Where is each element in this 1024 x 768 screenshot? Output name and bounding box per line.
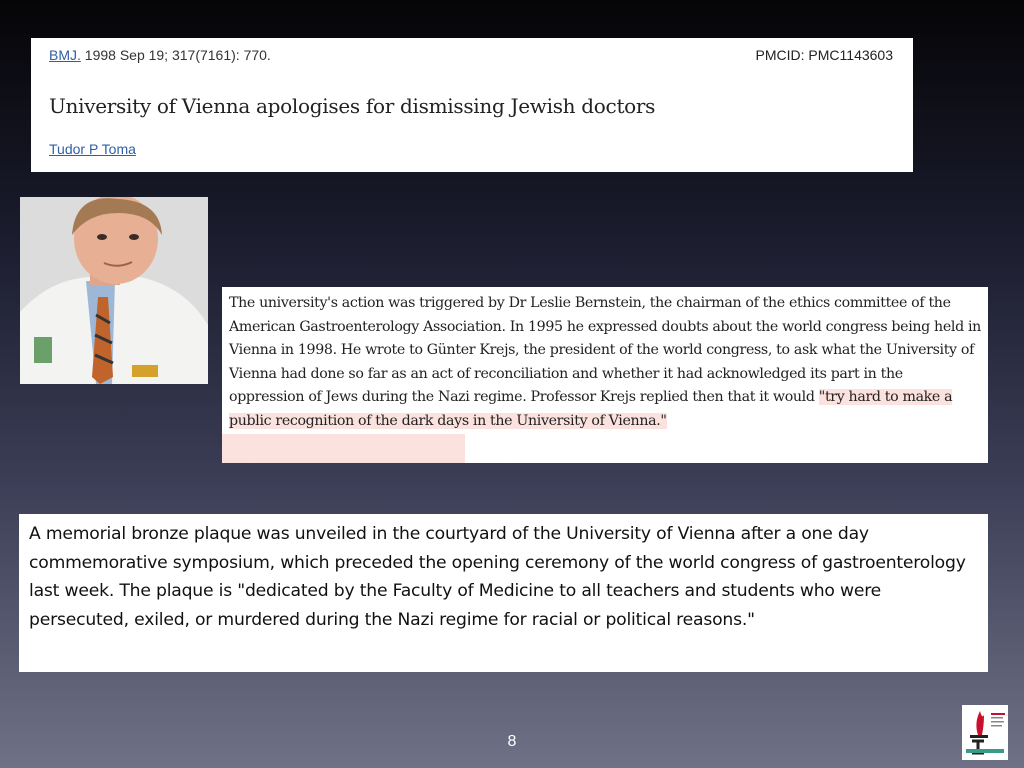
author-link[interactable]: Tudor P Toma <box>49 141 136 157</box>
journal-link[interactable]: BMJ. <box>49 47 81 63</box>
citation-details: 1998 Sep 19; 317(7161): 770. <box>80 47 271 63</box>
slide-number: 8 <box>507 733 517 750</box>
quote-text <box>229 292 981 433</box>
plaque-text: A memorial bronze plaque was unveiled in the courtyard of the University of Vienna after a one day commemorative symposium, which preceded the opening ceremony of the world congress of gastroenterology last week. The plaque is "dedicated by the Faculty of Medicine to all teachers and students who were persecuted, exiled, or murdered during the Nazi regime for racial or political reasons." <box>29 524 966 630</box>
citation-line <box>49 47 271 63</box>
plaque-card <box>19 514 988 672</box>
citation-card <box>31 38 913 172</box>
highlighted-quote: "try hard to make a public recognition of the dark days in the University of Vienna." <box>229 389 953 429</box>
highlight-block <box>222 434 465 463</box>
article-title: University of Vienna apologises for dismissing Jewish doctors <box>49 94 656 118</box>
quote-card <box>222 287 988 463</box>
portrait-photo <box>20 197 208 384</box>
quote-body: The university's action was triggered by Dr Leslie Bernstein, the chairman of the ethics committee of the American Gastroenterology Association. In 1995 he expressed doubts about the world congress being held in Vienna in 1998. He wrote to Günter Krejs, the president of the world congress, to ask what the University of Vienna had done so far as an act of reconciliation and whether it had acknowledged its part in the oppression of Jews during the Nazi regime. Professor Krejs replied then that it would <box>229 295 981 405</box>
society-logo <box>962 705 1008 760</box>
pmcid-label: PMCID: PMC1143603 <box>755 47 893 63</box>
